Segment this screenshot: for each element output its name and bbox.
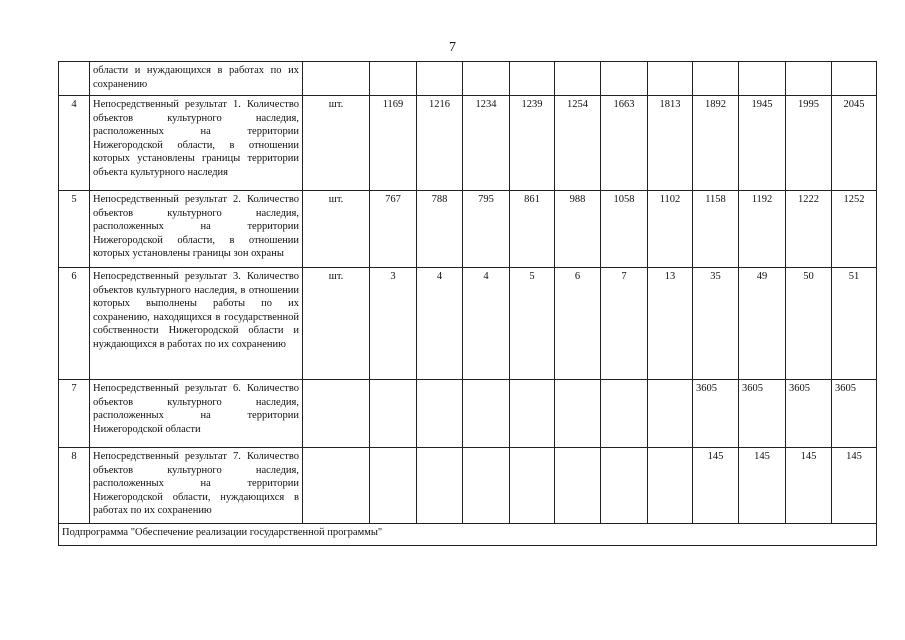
- indicator-description: Непосредственный результат 6. Количество объектов культурного наследия, расположенных на территории Нижегородской области: [90, 380, 303, 448]
- unit-cell: шт.: [303, 268, 370, 380]
- value-cell: 145: [739, 448, 786, 524]
- value-cell: [463, 62, 510, 96]
- value-cell: 1995: [786, 96, 832, 191]
- value-cell: [601, 448, 648, 524]
- value-cell: [370, 380, 417, 448]
- value-cell: [648, 448, 693, 524]
- value-cell: 3: [370, 268, 417, 380]
- indicator-description: Непосредственный результат 1. Количество объектов культурного наследия, расположенных на территории Нижегородской области, в отношении которых установлены границы территории объекта культурного наследия: [90, 96, 303, 191]
- value-cell: 795: [463, 191, 510, 268]
- value-cell: 1813: [648, 96, 693, 191]
- value-cell: 3605: [693, 380, 739, 448]
- value-cell: [370, 62, 417, 96]
- row-number: 5: [59, 191, 90, 268]
- value-cell: 5: [510, 268, 555, 380]
- value-cell: 1216: [417, 96, 463, 191]
- value-cell: 4: [463, 268, 510, 380]
- indicator-description: Непосредственный результат 7. Количество объектов культурного наследия, расположенных на территории Нижегородской области, нуждающихся в работах по их сохранению: [90, 448, 303, 524]
- value-cell: 3605: [786, 380, 832, 448]
- value-cell: 1234: [463, 96, 510, 191]
- unit-cell: [303, 62, 370, 96]
- table-row: [59, 96, 877, 191]
- row-number: 8: [59, 448, 90, 524]
- value-cell: [510, 62, 555, 96]
- indicator-description: Непосредственный результат 3. Количество объектов культурного наследия, в отношении которых выполнены работы по их сохранению, находящихся в государственной собственности Нижегородской области и нуждающихся в работах по их сохранению: [90, 268, 303, 380]
- value-cell: [555, 62, 601, 96]
- row-number: [59, 62, 90, 96]
- table-row: [59, 62, 877, 96]
- value-cell: [370, 448, 417, 524]
- value-cell: 767: [370, 191, 417, 268]
- unit-cell: шт.: [303, 191, 370, 268]
- unit-cell: [303, 448, 370, 524]
- value-cell: 1945: [739, 96, 786, 191]
- table-row: [59, 191, 877, 268]
- value-cell: [693, 62, 739, 96]
- value-cell: [417, 380, 463, 448]
- value-cell: [463, 448, 510, 524]
- table-row: [59, 448, 877, 524]
- value-cell: 1252: [832, 191, 877, 268]
- value-cell: [601, 380, 648, 448]
- unit-cell: шт.: [303, 96, 370, 191]
- value-cell: [510, 448, 555, 524]
- value-cell: [832, 62, 877, 96]
- value-cell: 145: [786, 448, 832, 524]
- value-cell: [648, 380, 693, 448]
- value-cell: 988: [555, 191, 601, 268]
- value-cell: 788: [417, 191, 463, 268]
- row-number: 4: [59, 96, 90, 191]
- value-cell: [786, 62, 832, 96]
- value-cell: 1239: [510, 96, 555, 191]
- value-cell: [417, 62, 463, 96]
- value-cell: 1663: [601, 96, 648, 191]
- value-cell: 3605: [739, 380, 786, 448]
- value-cell: 861: [510, 191, 555, 268]
- value-cell: [510, 380, 555, 448]
- value-cell: 4: [417, 268, 463, 380]
- value-cell: 1158: [693, 191, 739, 268]
- unit-cell: [303, 380, 370, 448]
- row-number: 6: [59, 268, 90, 380]
- value-cell: 1192: [739, 191, 786, 268]
- value-cell: 1222: [786, 191, 832, 268]
- subprogram-title: Подпрограмма "Обеспечение реализации государственной программы": [59, 524, 877, 546]
- value-cell: [739, 62, 786, 96]
- value-cell: 49: [739, 268, 786, 380]
- value-cell: 35: [693, 268, 739, 380]
- value-cell: 2045: [832, 96, 877, 191]
- subprogram-row: [59, 524, 877, 546]
- value-cell: 3605: [832, 380, 877, 448]
- page-number: 7: [449, 40, 456, 55]
- value-cell: 1102: [648, 191, 693, 268]
- value-cell: 1169: [370, 96, 417, 191]
- indicator-description: Непосредственный результат 2. Количество объектов культурного наследия, расположенных на территории Нижегородской области, в отношении которых установлены границы зон охраны: [90, 191, 303, 268]
- table-row: [59, 268, 877, 380]
- value-cell: 1892: [693, 96, 739, 191]
- indicators-table: [58, 61, 877, 546]
- value-cell: [555, 448, 601, 524]
- value-cell: 50: [786, 268, 832, 380]
- value-cell: [648, 62, 693, 96]
- value-cell: 145: [832, 448, 877, 524]
- value-cell: [555, 380, 601, 448]
- value-cell: 145: [693, 448, 739, 524]
- value-cell: [417, 448, 463, 524]
- value-cell: 7: [601, 268, 648, 380]
- value-cell: [463, 380, 510, 448]
- row-number: 7: [59, 380, 90, 448]
- value-cell: 1058: [601, 191, 648, 268]
- value-cell: 51: [832, 268, 877, 380]
- table-row: [59, 380, 877, 448]
- indicator-description: области и нуждающихся в работах по их сохранению: [90, 62, 303, 96]
- value-cell: 13: [648, 268, 693, 380]
- value-cell: 6: [555, 268, 601, 380]
- value-cell: 1254: [555, 96, 601, 191]
- value-cell: [601, 62, 648, 96]
